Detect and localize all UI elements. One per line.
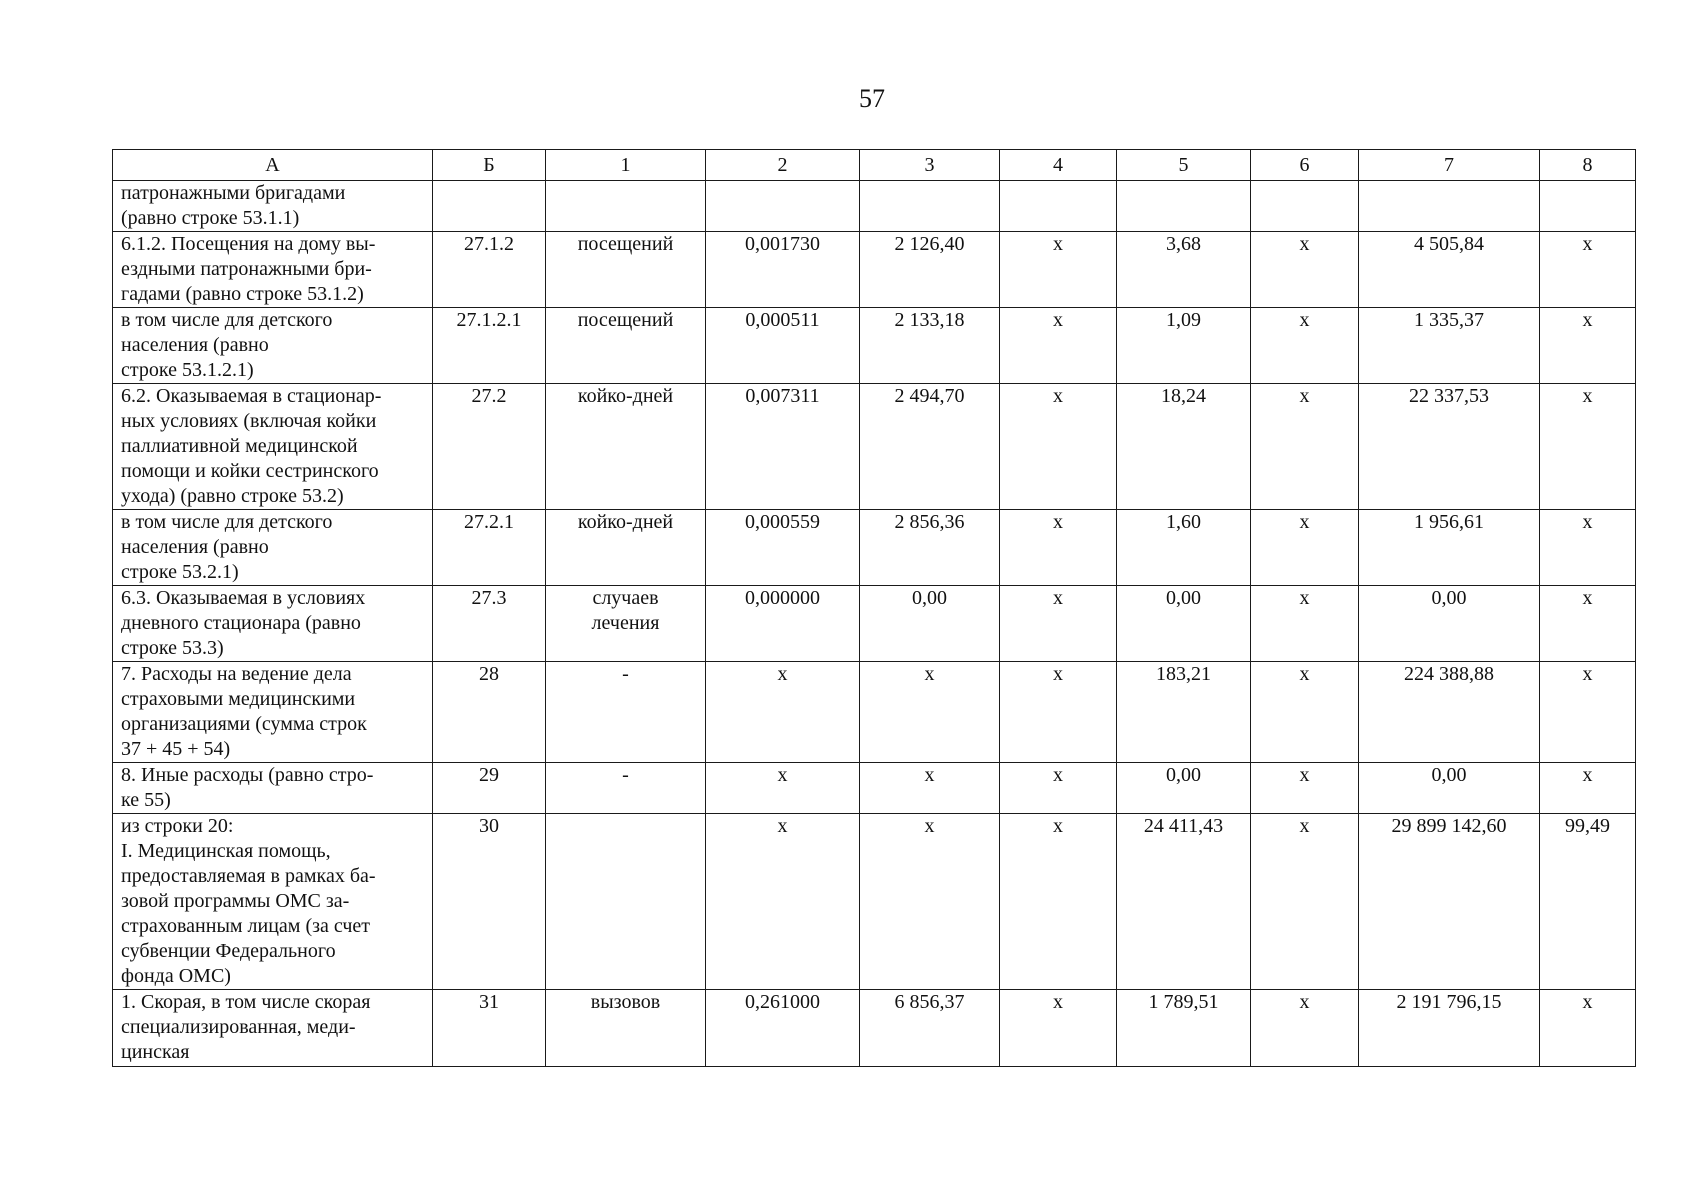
row-label-line: 6.2. Оказываемая в стационар- — [121, 385, 382, 407]
table-cell — [1359, 586, 1540, 662]
cell-value: 2 856,36 — [894, 511, 965, 533]
table-cell — [1359, 232, 1540, 308]
table-cell — [546, 181, 706, 232]
cell-value: х — [1582, 511, 1593, 533]
table-row — [113, 181, 1636, 232]
cell-value: х — [1053, 233, 1063, 255]
cell-value: 29 899 142,60 — [1391, 815, 1507, 837]
cell-value: 1,09 — [1166, 309, 1201, 331]
table-cell — [1251, 181, 1359, 232]
table-cell — [1000, 814, 1117, 990]
row-label-cell — [113, 232, 433, 308]
cell-value: 24 411,43 — [1143, 815, 1224, 837]
cell-value: 0,261000 — [745, 991, 820, 1013]
table-cell — [860, 232, 1000, 308]
row-label-line: субвенции Федерального — [121, 940, 336, 962]
cell-value: 29 — [479, 764, 499, 786]
table-cell — [1117, 384, 1251, 510]
table-cell — [546, 763, 706, 814]
cell-value: х — [1582, 385, 1593, 407]
row-label-line: зовой программы ОМС за- — [121, 890, 350, 912]
table-cell — [1540, 763, 1636, 814]
column-header: А — [113, 150, 433, 181]
cell-value: - — [622, 764, 629, 786]
cell-value: х — [1299, 663, 1310, 685]
table-cell — [860, 384, 1000, 510]
cell-value: 1 335,37 — [1414, 309, 1484, 331]
table-cell — [1540, 308, 1636, 384]
table-cell — [546, 384, 706, 510]
cell-value: 4 505,84 — [1414, 233, 1484, 255]
cell-value: х — [1053, 385, 1063, 407]
row-label-cell — [113, 384, 433, 510]
row-label-cell — [113, 814, 433, 990]
table-row — [113, 232, 1636, 308]
cell-value: 1 789,51 — [1148, 991, 1219, 1013]
column-header: 5 — [1117, 150, 1251, 181]
cell-value: 27.2 — [471, 385, 507, 407]
table-cell — [860, 763, 1000, 814]
row-label-line: помощи и койки сестринского — [121, 460, 379, 482]
row-label-line: патронажными бригадами — [121, 182, 346, 204]
table-cell — [706, 308, 860, 384]
row-label-line: гадами (равно строке 53.1.2) — [121, 283, 364, 305]
table-row — [113, 990, 1636, 1067]
cell-value: х — [1053, 587, 1063, 609]
row-label-line: организациями (сумма строк — [121, 713, 367, 735]
cell-value: х — [1582, 309, 1593, 331]
cell-value: койко-дней — [577, 511, 674, 533]
cell-value: 18,24 — [1161, 385, 1206, 407]
row-label-line: ездными патронажными бри- — [121, 258, 372, 280]
table-cell — [546, 586, 706, 662]
row-label-line: ных условиях (включая койки — [121, 410, 377, 432]
table-cell — [1000, 181, 1117, 232]
table-cell — [1000, 662, 1117, 763]
row-label-line: 37 + 45 + 54) — [121, 738, 231, 760]
row-label-line: населения (равно — [121, 334, 269, 356]
cell-value: 0,00 — [912, 587, 947, 609]
table-cell — [546, 814, 706, 990]
cell-value: 27.1.2 — [464, 233, 514, 255]
cell-value: 0,007311 — [745, 385, 820, 407]
row-label-line: из строки 20: — [121, 815, 234, 837]
cell-value: посещений — [577, 309, 674, 331]
table-body — [113, 181, 1636, 1067]
row-label-line: строке 53.1.2.1) — [121, 359, 254, 381]
table-cell — [1359, 384, 1540, 510]
cell-value: 0,000000 — [745, 587, 820, 609]
table-cell — [1251, 384, 1359, 510]
cell-value: 0,00 — [1431, 764, 1467, 786]
row-label-line: населения (равно — [121, 536, 269, 558]
table-header-row — [113, 150, 1636, 181]
row-label-line: паллиативной медицинской — [121, 435, 358, 457]
table-cell — [433, 763, 546, 814]
table-cell — [706, 662, 860, 763]
table-cell — [1117, 510, 1251, 586]
table-cell — [706, 510, 860, 586]
row-label-line: 7. Расходы на ведение дела — [121, 663, 352, 685]
table-cell — [546, 662, 706, 763]
cell-value: 1 956,61 — [1414, 511, 1484, 533]
cell-value: х — [1053, 815, 1063, 837]
table-cell — [860, 990, 1000, 1067]
row-label-line: дневного стационара (равно — [121, 612, 361, 634]
row-label-line: строке 53.2.1) — [121, 561, 239, 583]
row-label-line: (равно строке 53.1.1) — [121, 207, 300, 229]
table-cell — [433, 510, 546, 586]
cell-value: х — [1299, 991, 1310, 1013]
cell-value: х — [924, 663, 935, 685]
table-cell — [860, 662, 1000, 763]
table-cell — [706, 990, 860, 1067]
data-table — [112, 149, 1636, 1067]
table-cell — [1359, 763, 1540, 814]
cell-value: х — [1299, 385, 1310, 407]
table-cell — [1359, 510, 1540, 586]
table-row — [113, 814, 1636, 990]
cell-value: 0,001730 — [745, 233, 820, 255]
table-cell — [1117, 232, 1251, 308]
cell-value: 0,000511 — [745, 309, 820, 331]
table-cell — [860, 308, 1000, 384]
cell-value: х — [924, 815, 935, 837]
table-cell — [546, 308, 706, 384]
table-cell — [1540, 232, 1636, 308]
cell-value: 6 856,37 — [894, 991, 965, 1013]
cell-value: 27.3 — [471, 587, 507, 609]
cell-value: койко-дней — [577, 385, 674, 407]
row-label-cell — [113, 308, 433, 384]
table-cell — [1540, 181, 1636, 232]
cell-value: 99,49 — [1565, 815, 1610, 837]
cell-value: х — [777, 663, 788, 685]
cell-value: х — [924, 764, 935, 786]
table-cell — [1251, 308, 1359, 384]
cell-value: х — [1299, 511, 1310, 533]
cell-value: - — [622, 663, 629, 685]
cell-value: х — [1582, 991, 1593, 1013]
table-cell — [706, 181, 860, 232]
cell-value: вызовов — [590, 991, 661, 1013]
column-header: 2 — [706, 150, 860, 181]
cell-value: х — [1299, 587, 1310, 609]
table-cell — [1000, 586, 1117, 662]
cell-value: 0,00 — [1166, 764, 1201, 786]
cell-value: 22 337,53 — [1409, 385, 1489, 407]
table-cell — [1540, 662, 1636, 763]
table-cell — [706, 586, 860, 662]
cell-value: х — [1299, 309, 1310, 331]
cell-value: х — [1053, 663, 1063, 685]
page-number: 57 — [859, 84, 885, 113]
cell-value: х — [1053, 511, 1063, 533]
table-cell — [1251, 232, 1359, 308]
column-header: 4 — [1000, 150, 1117, 181]
column-header: 7 — [1359, 150, 1540, 181]
column-header: 8 — [1540, 150, 1636, 181]
row-label-cell — [113, 181, 433, 232]
row-label-line: 6.1.2. Посещения на дому вы- — [121, 233, 376, 255]
table-row — [113, 586, 1636, 662]
cell-value: х — [1053, 991, 1063, 1013]
row-label-cell — [113, 510, 433, 586]
cell-value: 183,21 — [1156, 663, 1211, 685]
row-label-line: цинская — [121, 1041, 190, 1063]
table-cell — [1359, 990, 1540, 1067]
table-cell — [1000, 763, 1117, 814]
table-cell — [1251, 814, 1359, 990]
table-cell — [1000, 308, 1117, 384]
row-label-line: ке 55) — [121, 789, 171, 811]
table-cell — [433, 814, 546, 990]
table-cell — [706, 232, 860, 308]
cell-value: 2 494,70 — [894, 385, 965, 407]
column-header: 3 — [860, 150, 1000, 181]
row-label-line: ухода) (равно строке 53.2) — [121, 485, 344, 507]
cell-value: 1,60 — [1166, 511, 1201, 533]
table-cell — [1117, 814, 1251, 990]
table-cell — [1359, 308, 1540, 384]
row-label-line: специализированная, меди- — [121, 1016, 356, 1038]
table-cell — [1359, 662, 1540, 763]
table-row — [113, 510, 1636, 586]
table-cell — [433, 586, 546, 662]
table-cell — [546, 232, 706, 308]
table-cell — [860, 814, 1000, 990]
row-label-cell — [113, 662, 433, 763]
table-cell — [860, 510, 1000, 586]
column-header: 1 — [546, 150, 706, 181]
row-label-line: 8. Иные расходы (равно стро- — [121, 764, 374, 786]
table-cell — [860, 586, 1000, 662]
table-cell — [1540, 814, 1636, 990]
row-label-line: страховыми медицинскими — [121, 688, 356, 710]
row-label-line: в том числе для детского — [121, 511, 333, 533]
cell-value: 2 191 796,15 — [1396, 991, 1502, 1013]
cell-value: х — [777, 764, 788, 786]
table-row — [113, 763, 1636, 814]
table-cell — [433, 662, 546, 763]
cell-value: х — [1582, 233, 1593, 255]
table-cell — [1000, 232, 1117, 308]
column-header: 6 — [1251, 150, 1359, 181]
table-cell — [1359, 181, 1540, 232]
table-cell — [1251, 990, 1359, 1067]
cell-value: 27.2.1 — [464, 511, 514, 533]
table-cell — [1117, 763, 1251, 814]
table-cell — [1000, 384, 1117, 510]
row-label-cell — [113, 586, 433, 662]
cell-value: 3,68 — [1166, 233, 1201, 255]
cell-value: 28 — [479, 663, 499, 685]
cell-value: х — [1582, 663, 1593, 685]
row-label-line: предоставляемая в рамках ба- — [121, 865, 376, 887]
row-label-line: строке 53.3) — [121, 637, 224, 659]
cell-value: 27.1.2.1 — [456, 309, 522, 331]
column-header: Б — [433, 150, 546, 181]
table-cell — [1540, 990, 1636, 1067]
cell-value: х — [1053, 309, 1063, 331]
cell-value: х — [1299, 815, 1310, 837]
cell-value: случаев лечения — [591, 587, 660, 634]
table-cell — [546, 510, 706, 586]
table-cell — [546, 990, 706, 1067]
table-cell — [1540, 510, 1636, 586]
table-cell — [433, 308, 546, 384]
table-cell — [1251, 510, 1359, 586]
cell-value: х — [777, 815, 788, 837]
table-cell — [1117, 586, 1251, 662]
table-cell — [706, 384, 860, 510]
table-cell — [1251, 763, 1359, 814]
cell-value: 2 126,40 — [894, 233, 965, 255]
cell-value: 224 388,88 — [1404, 663, 1494, 685]
table-cell — [433, 990, 546, 1067]
table-cell — [1117, 990, 1251, 1067]
table-cell — [1359, 814, 1540, 990]
cell-value: х — [1299, 764, 1310, 786]
cell-value: 0,00 — [1431, 587, 1467, 609]
cell-value: 31 — [479, 991, 499, 1013]
table-cell — [706, 814, 860, 990]
row-label-line: страхованным лицам (за счет — [121, 915, 371, 937]
cell-value: х — [1299, 233, 1310, 255]
table-cell — [1251, 662, 1359, 763]
cell-value: х — [1582, 587, 1593, 609]
cell-value: 0,00 — [1166, 587, 1201, 609]
row-label-line: 6.3. Оказываемая в условиях — [121, 587, 366, 609]
row-label-cell — [113, 763, 433, 814]
table-cell — [1540, 384, 1636, 510]
table-cell — [706, 763, 860, 814]
row-label-line: I. Медицинская помощь, — [121, 840, 331, 862]
table-cell — [1117, 662, 1251, 763]
table-cell — [433, 232, 546, 308]
cell-value: 2 133,18 — [894, 309, 965, 331]
row-label-line: в том числе для детского — [121, 309, 333, 331]
table-cell — [860, 181, 1000, 232]
row-label-cell — [113, 990, 433, 1067]
cell-value: 30 — [479, 815, 499, 837]
table-row — [113, 308, 1636, 384]
table-cell — [1251, 586, 1359, 662]
row-label-line: 1. Скорая, в том числе скорая — [121, 991, 371, 1013]
row-label-line: фонда ОМС) — [121, 965, 231, 987]
table-cell — [433, 384, 546, 510]
table-cell — [1540, 586, 1636, 662]
cell-value: посещений — [577, 233, 674, 255]
table-cell — [433, 181, 546, 232]
cell-value: х — [1582, 764, 1593, 786]
cell-value: х — [1053, 764, 1063, 786]
table-cell — [1000, 510, 1117, 586]
table-cell — [1117, 181, 1251, 232]
table-cell — [1117, 308, 1251, 384]
table-row — [113, 662, 1636, 763]
table-cell — [1000, 990, 1117, 1067]
table-row — [113, 384, 1636, 510]
cell-value: 0,000559 — [745, 511, 820, 533]
